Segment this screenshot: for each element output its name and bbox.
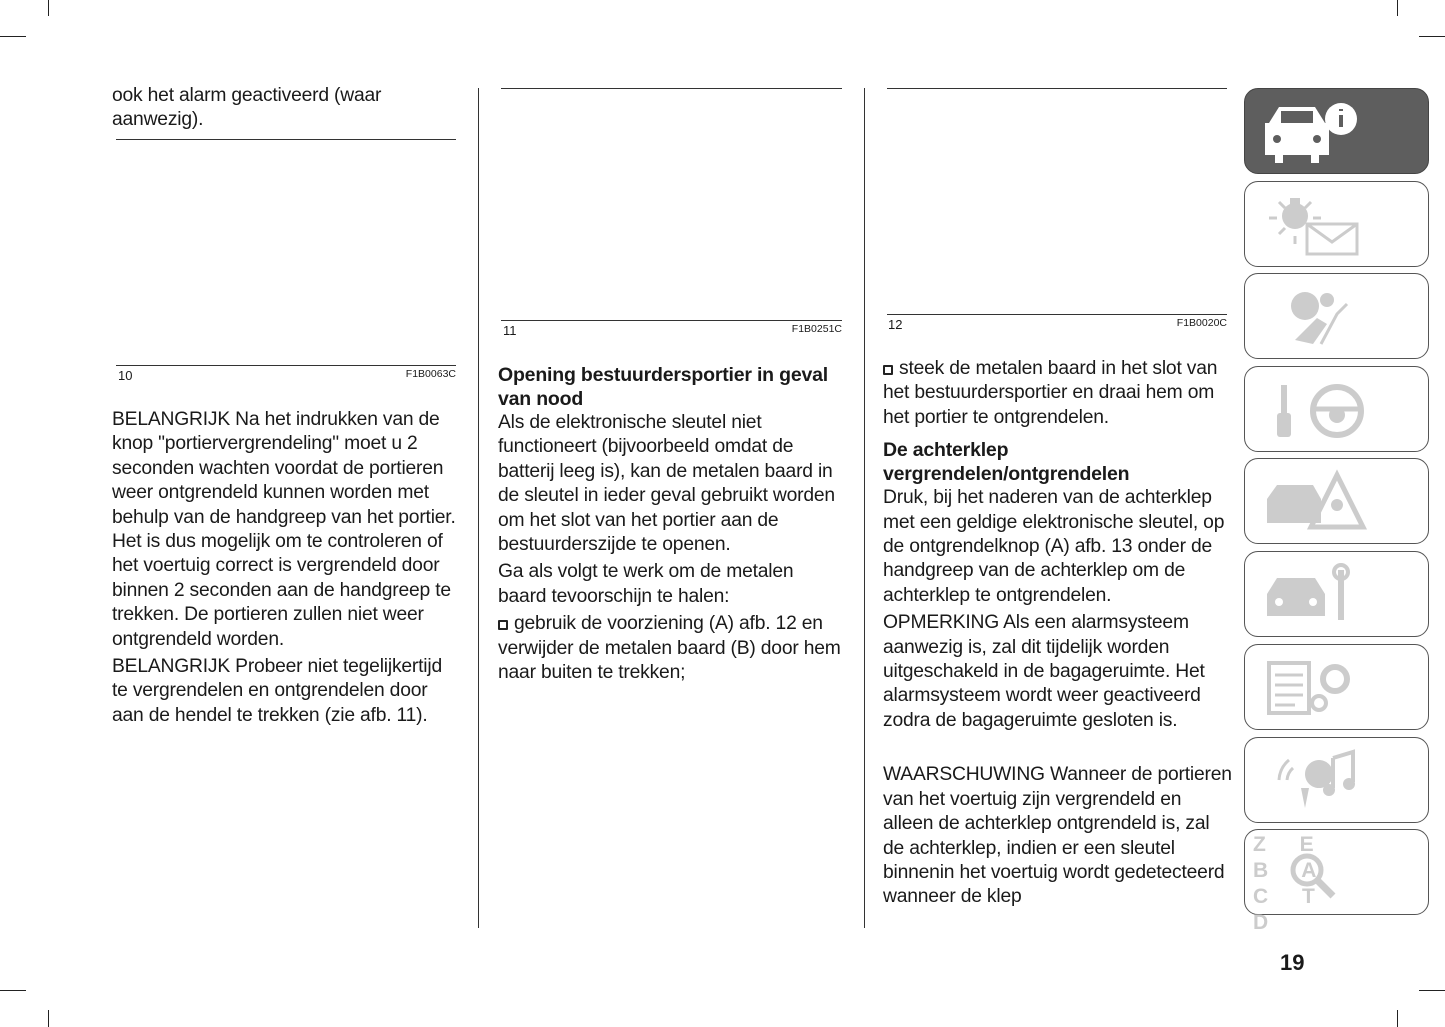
airbag-seat-icon bbox=[1255, 280, 1375, 352]
index-letters: Z E B A C T D bbox=[1253, 833, 1317, 934]
tab-car-info[interactable] bbox=[1244, 88, 1429, 174]
figure-11-bottom-rule bbox=[501, 320, 842, 321]
figure-12-top-rule bbox=[887, 88, 1227, 89]
figure-number: 12 bbox=[888, 317, 903, 332]
column-1-body bbox=[112, 408, 462, 731]
tab-starting-driving[interactable] bbox=[1244, 366, 1429, 452]
crop-mark bbox=[0, 36, 26, 37]
tab-maintenance[interactable] bbox=[1244, 551, 1429, 637]
paragraph: BELANGRIJK Na het indrukken van de knop "portiervergrendeling" moet u 2 seconden wachten voordat de portieren weer ontgrendeld kunnen worden met behulp van de handgreep van het portier. Het is dus mogelijk om te controleren of het voertuig correct is vergrendeld door binnen 2 seconden aan de handgreep te trekken. De portieren zullen niet weer ontgrendeld worden. bbox=[112, 409, 456, 650]
tab-index[interactable] bbox=[1244, 829, 1429, 934]
section-heading: Opening bestuurdersportier in geval van nood bbox=[498, 364, 828, 410]
warning-light-message-icon bbox=[1255, 188, 1375, 260]
crop-mark bbox=[48, 1010, 49, 1027]
column-3-body bbox=[883, 357, 1233, 913]
warning-paragraph: WAARSCHUWING Wanneer de portieren van het voertuig zijn vergrendeld en alleen de achterklep ontgrendeld is, zal de achterklep, indien er een sleutel binnenin het voertuig wordt gedetecteerd wanneer de klep bbox=[883, 764, 1232, 908]
figure-code: F1B0063C bbox=[405, 368, 456, 380]
column-2-body bbox=[498, 363, 843, 688]
key-steering-wheel-icon bbox=[1255, 373, 1375, 445]
technical-data-gear-icon bbox=[1255, 651, 1375, 723]
crop-mark bbox=[1419, 990, 1445, 991]
figure-10-top-rule bbox=[116, 139, 456, 140]
crop-mark bbox=[48, 0, 49, 16]
figure-number: 10 bbox=[118, 368, 133, 383]
figure-11-top-rule bbox=[501, 88, 842, 89]
column-divider bbox=[864, 88, 865, 928]
car-maintenance-wrench-icon bbox=[1255, 558, 1375, 630]
paragraph: BELANGRIJK Probeer niet tegelijkertijd te vergrendelen en ontgrendelen door aan de hendel te trekken (zie afb. 11). bbox=[112, 656, 442, 726]
figure-10-bottom-rule bbox=[116, 365, 456, 366]
figure-10-caption bbox=[118, 368, 456, 383]
paragraph: OPMERKING Als een alarmsysteem aanwezig is, zal dit tijdelijk worden uitgeschakeld in de bagageruimte. Het alarmsysteem wordt weer geactiveerd zodra de bagageruimte gesloten is. bbox=[883, 612, 1205, 731]
figure-number: 11 bbox=[503, 323, 517, 338]
paragraph: Druk, bij het naderen van de achterklep met een geldige elektronische sleutel, op de ontgrendelknop (A) afb. 13 onder de handgreep van de achterklep om de achterklep te ontgrendelen. bbox=[883, 487, 1225, 606]
tab-emergency[interactable] bbox=[1244, 458, 1429, 544]
figure-code: F1B0251C bbox=[791, 323, 842, 335]
tab-warning-lights[interactable] bbox=[1244, 181, 1429, 267]
breakdown-warning-triangle-icon bbox=[1255, 465, 1375, 537]
paragraph: Ga als volgt te werk om de metalen baard tevoorschijn te halen: bbox=[498, 561, 794, 607]
tab-technical-data[interactable] bbox=[1244, 644, 1429, 730]
paragraph: Als de elektronische sleutel niet functioneert (bijvoorbeeld omdat de batterij leeg is), kan de metalen baard in de sleutel in ieder geval gebruikt worden om het slot van het portier aan de bestuurderszijde te openen. bbox=[498, 412, 835, 556]
bullet-item: steek de metalen baard in het slot van het bestuurdersportier en draai hem om het portier te ontgrendelen. bbox=[883, 357, 1233, 430]
column-1-intro: ook het alarm geactiveerd (waar aanwezig). bbox=[112, 85, 382, 131]
figure-code: F1B0020C bbox=[1176, 317, 1227, 329]
crop-mark bbox=[1397, 0, 1398, 16]
crop-mark bbox=[0, 990, 26, 991]
figure-12-bottom-rule bbox=[887, 314, 1227, 315]
tab-multimedia[interactable] bbox=[1244, 737, 1429, 823]
bullet-item: gebruik de voorziening (A) afb. 12 en verwijder de metalen baard (B) door hem naar buiten te trekken; bbox=[498, 612, 843, 685]
page-number: 19 bbox=[1280, 950, 1305, 975]
figure-12-caption bbox=[888, 317, 1227, 332]
crop-mark bbox=[1419, 36, 1445, 37]
car-info-icon bbox=[1255, 95, 1375, 167]
tab-safety[interactable] bbox=[1244, 273, 1429, 359]
section-heading: De achterklep vergrendelen/ontgrendelen bbox=[883, 439, 1130, 486]
crop-mark bbox=[1397, 1010, 1398, 1027]
column-divider bbox=[478, 88, 479, 928]
multimedia-icon bbox=[1255, 744, 1375, 816]
figure-11-caption bbox=[503, 323, 842, 338]
